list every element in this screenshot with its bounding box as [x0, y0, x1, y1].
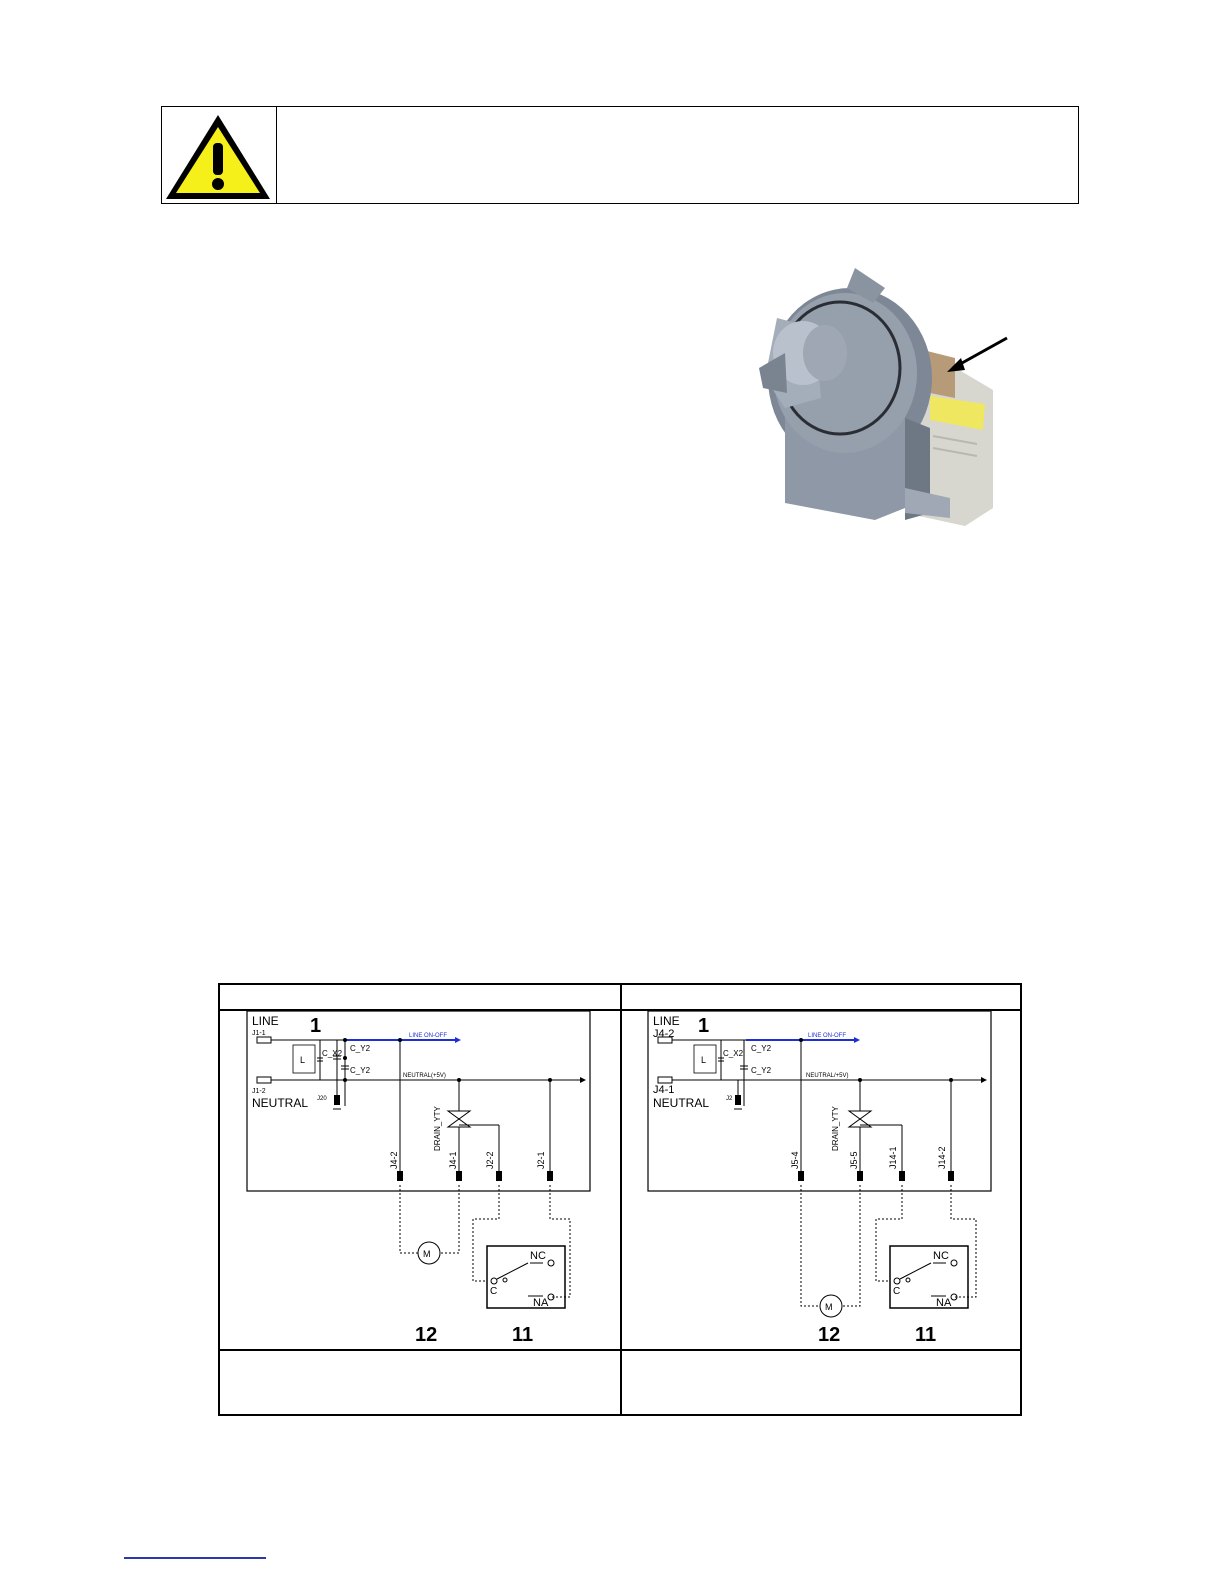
pin-label: J2-1 [536, 1151, 546, 1169]
line-on-off-label: LINE ON-OFF [808, 1033, 847, 1039]
neutral-label: NEUTRAL [653, 1096, 710, 1110]
warning-text [277, 107, 1078, 203]
switch-c-label: C [490, 1286, 498, 1297]
schematic-right [626, 1011, 1018, 1346]
caption-left [220, 1351, 620, 1415]
caption-right [622, 1351, 1020, 1415]
neutral-rail-label: NEUTRAL/+5V) [806, 1073, 849, 1079]
switch-na-label: NA [936, 1297, 952, 1309]
pin-label: J5-5 [849, 1151, 859, 1169]
footer-link-underline[interactable] [124, 1557, 266, 1559]
pin-label: J14-2 [937, 1146, 947, 1169]
board-callout: 1 [310, 1015, 322, 1037]
board-callout: 1 [698, 1015, 710, 1037]
line-connector-label: J4-2 [653, 1028, 675, 1040]
line-connector-label: J1-1 [252, 1030, 266, 1037]
ground-connector-label: J2 [726, 1096, 733, 1102]
switch-c-label: C [893, 1286, 901, 1297]
neutral-rail-label: NEUTRAL(+5V) [403, 1073, 446, 1079]
warning-icon-cell [162, 107, 277, 203]
switch-nc-label: NC [530, 1250, 546, 1262]
cx2-label: C_X2 [723, 1049, 744, 1058]
cy2-label-top: C_Y2 [350, 1044, 371, 1053]
warning-box [161, 106, 1079, 204]
neutral-connector-label: J1-2 [252, 1088, 266, 1095]
cx2-label: C_X2 [322, 1049, 343, 1058]
pin-label: J4-1 [448, 1151, 458, 1169]
line-label: LINE [252, 1014, 279, 1028]
cy2-label-bottom: C_Y2 [350, 1066, 371, 1075]
triac-label: DRAIN_YTY [831, 1106, 840, 1151]
svg-text:M: M [423, 1249, 431, 1259]
neutral-label: NEUTRAL [252, 1096, 309, 1110]
pin-label: J14-1 [888, 1146, 898, 1169]
switch-nc-label: NC [933, 1250, 949, 1262]
ground-connector-label: J20 [317, 1096, 327, 1102]
line-label: LINE [653, 1014, 680, 1028]
switch-callout: 11 [915, 1324, 937, 1346]
switch-na-label: NA [533, 1297, 549, 1309]
svg-text:M: M [825, 1302, 833, 1312]
warning-triangle-icon [162, 107, 275, 203]
switch-callout: 11 [512, 1324, 534, 1346]
cy2-label-bottom: C_Y2 [751, 1066, 772, 1075]
cy2-label-top: C_Y2 [751, 1044, 772, 1053]
pin-label: J2-2 [485, 1151, 495, 1169]
triac-label: DRAIN_YTY [433, 1106, 442, 1151]
neutral-connector-label: J4-1 [653, 1084, 675, 1096]
motor-callout: 12 [818, 1324, 841, 1346]
schematic-left [225, 1011, 617, 1346]
inductor-label: L [300, 1055, 306, 1065]
line-on-off-label: LINE ON-OFF [409, 1033, 448, 1039]
inductor-label: L [701, 1055, 707, 1065]
pin-label: J4-2 [389, 1151, 399, 1169]
pin-label: J5-4 [790, 1151, 800, 1169]
motor-callout: 12 [415, 1324, 438, 1346]
drain-pump-image [755, 258, 1035, 533]
